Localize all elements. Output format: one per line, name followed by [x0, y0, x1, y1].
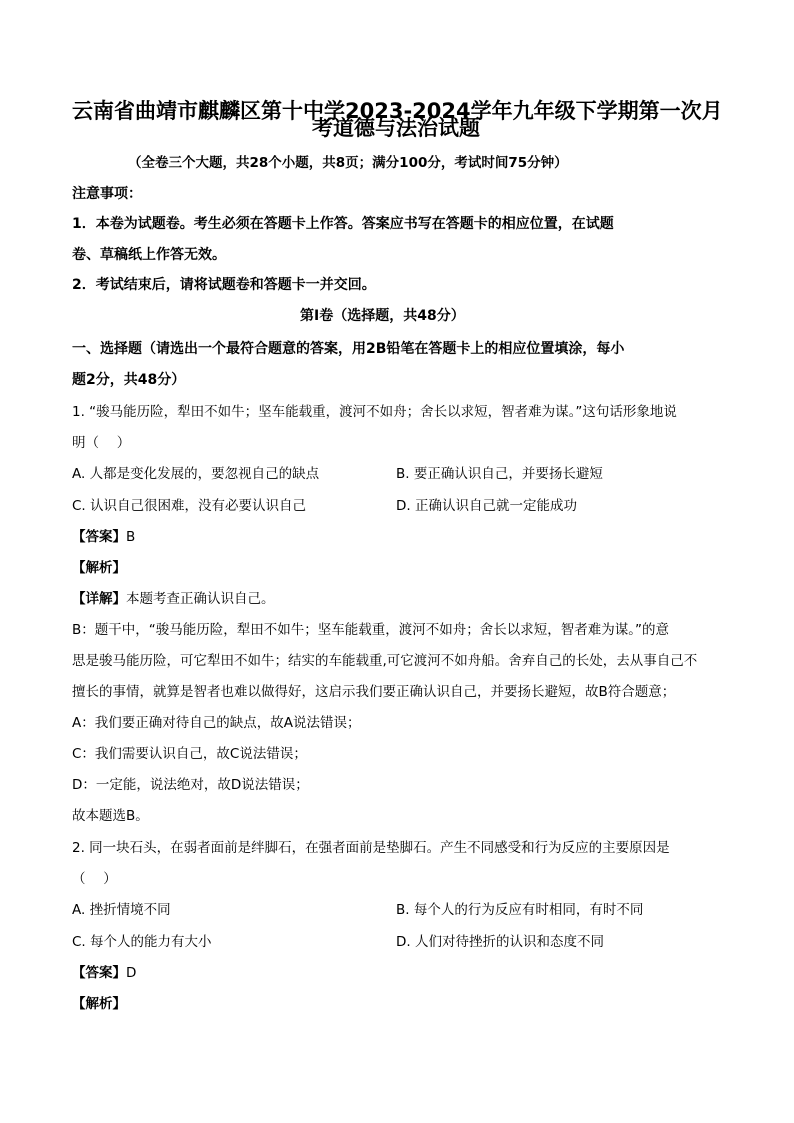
- q2-answer-label: 【答案】: [72, 965, 126, 981]
- q1-stem-line-1: 1. “骏马能历险，犁田不如牛；坚车能载重，渡河不如舟；舍长以求短，智者难为谋。”这句话形象地说: [72, 404, 677, 420]
- q1-explanation-b-line-2: 思是骏马能历险，可它犁田不如牛；结实的车能载重,可它渡河不如舟船。舍弃自己的长处，去从事自己不: [72, 653, 698, 669]
- q2-option-b: B. 每个人的行为反应有时相同，有时不同: [396, 902, 644, 918]
- q1-option-c: C. 认识自己很困难，没有必要认识自己: [72, 498, 307, 514]
- q2-option-d: D. 人们对待挫折的认识和态度不同: [396, 934, 604, 950]
- notes-item-1-line-2: 卷、草稿纸上作答无效。: [72, 247, 226, 263]
- q2-option-a: A. 挫折情境不同: [72, 902, 171, 918]
- part-title: 第Ⅰ卷（选择题，共48分）: [300, 308, 465, 324]
- q2-stem-line-2: （ ）: [72, 871, 117, 887]
- q1-answer-label: 【答案】: [72, 529, 126, 545]
- q1-detail-label: 【详解】: [72, 591, 126, 607]
- q1-answer-value: B: [126, 529, 136, 545]
- q1-option-d: D. 正确认识自己就一定能成功: [396, 498, 577, 514]
- q1-stem-line-2: 明（ ）: [72, 435, 131, 451]
- notes-item-2: 2．考试结束后，请将试题卷和答题卡一并交回。: [72, 277, 376, 293]
- page-title-line-2: 考道德与法治试题: [312, 116, 480, 140]
- q1-analysis-label: 【解析】: [72, 560, 126, 576]
- section-heading-line-1: 一、选择题（请选出一个最符合题意的答案，用2B铅笔在答题卡上的相应位置填涂，每小: [72, 341, 625, 357]
- q1-detail-text: 本题考查正确认识自己。: [126, 591, 275, 607]
- q1-explanation-b-line-1: B：题干中，“骏马能历险，犁田不如牛；坚车能载重，渡河不如舟；舍长以求短，智者难为谋。”的意: [72, 622, 669, 638]
- exam-subtitle: （全卷三个大题，共28个小题，共8页；满分100分，考试时间75分钟）: [128, 155, 568, 171]
- q2-answer: [72, 961, 136, 981]
- q1-explanation-a: A：我们要正确对待自己的缺点，故A说法错误；: [72, 715, 361, 731]
- q2-stem-line-1: 2. 同一块石头，在弱者面前是绊脚石，在强者面前是垫脚石。产生不同感受和行为反应的主要原因是: [72, 840, 670, 856]
- q1-explanation-b-line-3: 擅长的事情，就算是智者也难以做得好，这启示我们要正确认识自己，并要扬长避短，故B符合题意；: [72, 684, 676, 700]
- q1-option-b: B. 要正确认识自己，并要扬长避短: [396, 466, 603, 482]
- q2-analysis-label: 【解析】: [72, 996, 126, 1012]
- q1-option-a: A. 人都是变化发展的，要忽视自己的缺点: [72, 466, 320, 482]
- q1-conclusion: 故本题选B。: [72, 808, 149, 824]
- notes-heading: 注意事项：: [72, 186, 142, 202]
- q1-detail: [72, 587, 275, 607]
- q1-answer: [72, 525, 135, 545]
- notes-item-1-line-1: 1．本卷为试题卷。考生必须在答题卡上作答。答案应书写在答题卡的相应位置，在试题: [72, 216, 614, 232]
- section-heading-line-2: 题2分，共48分）: [72, 372, 186, 388]
- q2-option-c: C. 每个人的能力有大小: [72, 934, 212, 950]
- q1-explanation-c: C：我们需要认识自己，故C说法错误；: [72, 746, 307, 762]
- page-title-line-1: 云南省曲靖市麒麟区第十中学2023-2024学年九年级下学期第一次月: [72, 99, 723, 123]
- q2-answer-value: D: [126, 965, 137, 981]
- q1-explanation-d: D：一定能，说法绝对，故D说法错误；: [72, 777, 309, 793]
